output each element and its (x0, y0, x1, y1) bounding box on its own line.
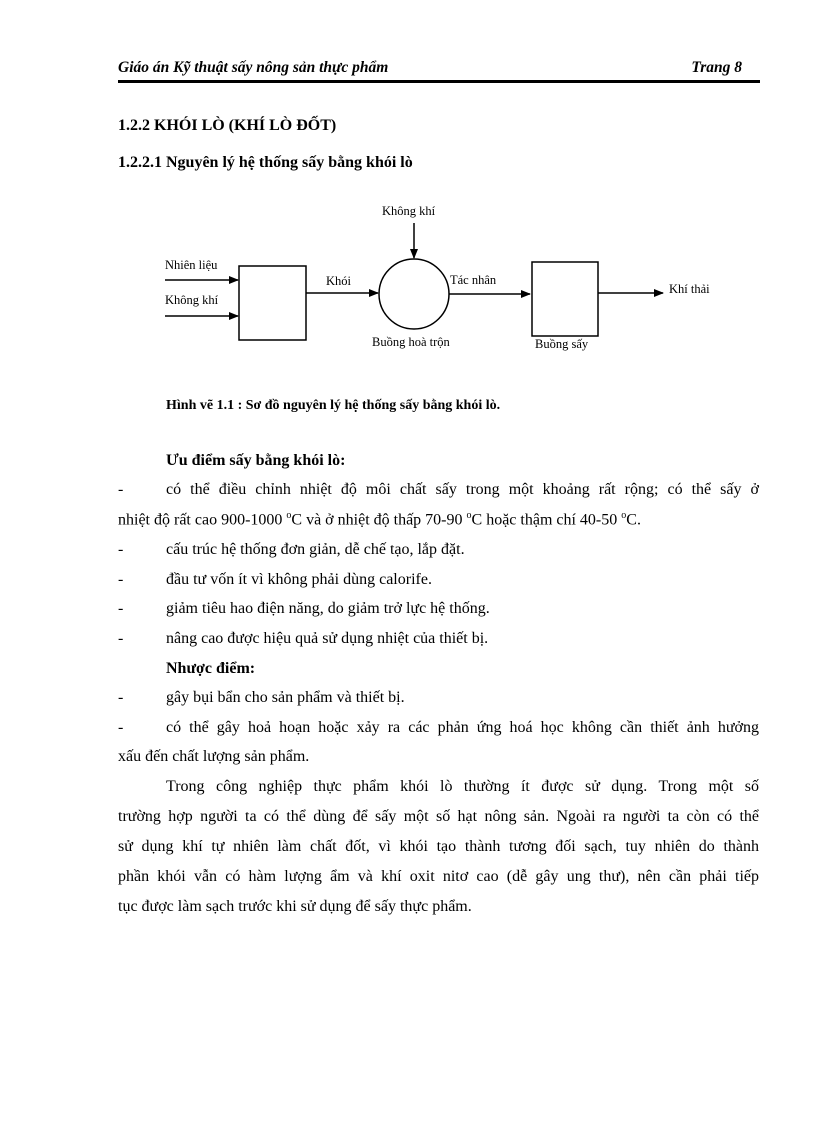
bullet-dash: - (118, 541, 124, 558)
bullet-dash: - (118, 600, 124, 617)
disadvantage-item-2-line-1: có thể gây hoả hoạn hoặc xảy ra các phản ứng hoá học không cần thiết ảnh hưởng (166, 719, 759, 736)
document-title: Giáo án Kỹ thuật sấy nông sản thực phẩm (118, 59, 389, 76)
label-agent: Tác nhân (450, 273, 497, 287)
bullet-dash: - (118, 689, 124, 706)
mixing-chamber-circle (379, 259, 449, 329)
page-header (118, 56, 760, 83)
disadvantages-title: Nhược điểm: (166, 660, 256, 677)
bullet-dash: - (118, 630, 124, 647)
bullet-dash: - (118, 571, 124, 588)
disadvantage-item-2-line-2: xấu đến chất lượng sản phẩm. (118, 748, 310, 765)
paragraph-line-3: sử dụng khí tự nhiên làm chất đốt, vì khói tạo thành tương đối sạch, tuy nhiên do thành (118, 838, 759, 855)
label-air-left: Không khí (165, 293, 219, 307)
label-fuel: Nhiên liệu (165, 258, 218, 272)
paragraph-line-2: trường hợp người ta có thể dùng để sấy một số hạt nông sản. Ngoài ra người ta còn có thể (118, 808, 759, 825)
bullet-dash: - (118, 719, 124, 736)
advantage-item-3: đầu tư vốn ít vì không phải dùng calorife. (166, 571, 432, 588)
furnace-box (239, 266, 306, 340)
advantage-item-1-line-1: có thể điều chỉnh nhiệt độ môi chất sấy trong một khoảng rất rộng; có thể sấy ở (166, 481, 759, 498)
bullet-dash: - (118, 481, 124, 498)
advantage-item-5: nâng cao được hiệu quả sử dụng nhiệt của thiết bị. (166, 630, 489, 647)
figure-caption: Hình vẽ 1.1 : Sơ đồ nguyên lý hệ thống sấy bằng khói lò. (166, 398, 501, 413)
page-number: Trang 8 (691, 59, 742, 76)
advantage-item-4: giảm tiêu hao điện năng, do giảm trở lực hệ thống. (166, 600, 490, 617)
label-mixing-chamber: Buồng hoà trộn (372, 335, 450, 349)
section-heading: 1.2.2 KHÓI LÒ (KHÍ LÒ ĐỐT) (118, 117, 337, 134)
label-drying-chamber: Buồng sấy (535, 337, 589, 351)
paragraph-line-4: phần khói vẫn có hàm lượng ẩm và khí oxit nitơ cao (dễ gây ung thư), nên cần phải tiếp (118, 868, 759, 885)
advantage-item-2: cấu trúc hệ thống đơn giản, dễ chế tạo, lắp đặt. (166, 541, 465, 558)
label-smoke: Khói (326, 274, 351, 288)
label-exhaust: Khí thải (669, 282, 710, 296)
flow-diagram (160, 198, 730, 358)
disadvantage-item-1: gây bụi bẩn cho sản phẩm và thiết bị. (166, 689, 405, 706)
advantage-item-1-line-2: nhiệt độ rất cao 900-1000 $^o$C và ở nhiệt độ thấp 70-90 $^o$C hoặc thậm chí 40-50 $^o$C. (118, 510, 641, 529)
advantages-title: Ưu điểm sấy bằng khói lò: (166, 452, 346, 469)
subsection-heading: 1.2.2.1 Nguyên lý hệ thống sấy bằng khói lò (118, 154, 413, 171)
paragraph-line-5: tục được làm sạch trước khi sử dụng để sấy thực phẩm. (118, 898, 472, 915)
label-air-top: Không khí (382, 204, 436, 218)
paragraph-line-1: Trong công nghiệp thực phẩm khói lò thường ít được sử dụng. Trong một số (166, 778, 759, 795)
drying-chamber-box (532, 262, 598, 336)
